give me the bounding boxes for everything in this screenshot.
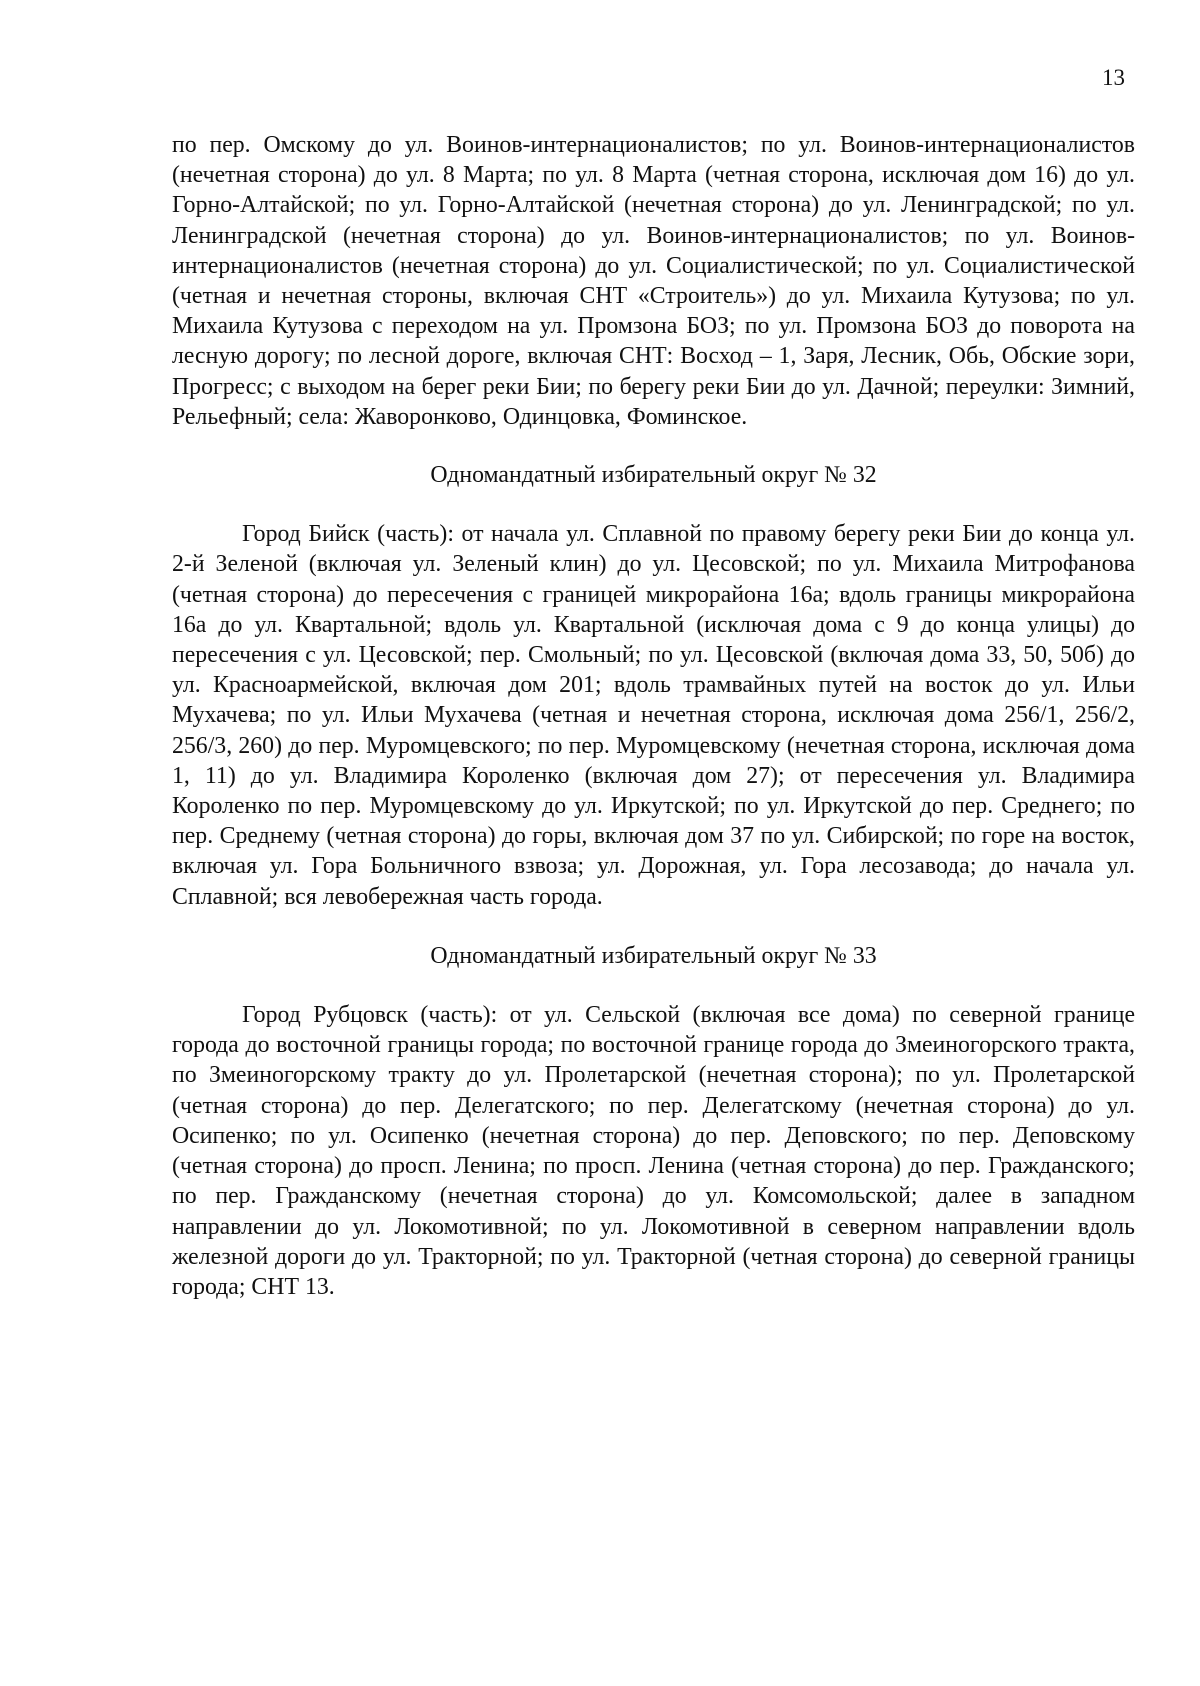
district-33-heading: Одномандатный избирательный округ № 33: [430, 942, 877, 969]
district-32-description: Город Бийск (часть): от начала ул. Сплавной по правому берегу реки Бии до конца ул. 2-й Зеленой (включая ул. Зеленый клин) до ул. Цесовской; по ул. Михаила Митрофанова (четная сторона) до пересечения с границей микрорайона 16а; вдоль границы микрорайона 16а до ул. Квартальной; вдоль ул. Квартальной (исключая дома с 9 до конца улицы) до пересечения с ул. Цесовской; пер. Смольный; по ул. Цесовской (включая дома 33, 50, 50б) до ул. Красноармейской, включая дом 201; вдоль трамвайных путей на восток до ул. Ильи Мухачева; по ул. Ильи Мухачева (четная и нечетная сторона, исключая дома 256/1, 256/2, 256/3, 260) до пер. Муромцевского; по пер. Муромцевскому (нечетная сторона, исключая дома 1, 11) до ул. Владимира Короленко (включая дом 27); от пересечения ул. Владимира Короленко по пер. Муромцевскому до ул. Иркутской; по ул. Иркутской до пер. Среднего; по пер. Среднему (четная сторона) до горы, включая дом 37 по ул. Сибирской; по горе на восток, включая ул. Гора Больничного взвоза; ул. Дорожная, ул. Гора лесозавода; до начала ул. Сплавной; вся левобережная часть города.: [172, 521, 1135, 910]
continuation-paragraph: по пер. Омскому до ул. Воинов-интернационалистов; по ул. Воинов-интернационалистов (нечетная сторона) до ул. 8 Марта; по ул. 8 Марта (четная сторона, исключая дом 16) до ул. Горно-Алтайской; по ул. Горно-Алтайской (нечетная сторона) до ул. Ленинградской; по ул. Ленинградской (нечетная сторона) до ул. Воинов-интернационалистов; по ул. Воинов-интернационалистов (нечетная сторона) до ул. Социалистической; по ул. Социалистической (четная и нечетная стороны, включая СНТ «Строитель») до ул. Михаила Кутузова; по ул. Михаила Кутузова с переходом на ул. Промзона БОЗ; по ул. Промзона БОЗ до поворота на лесную дорогу; по лесной дороге, включая СНТ: Восход – 1, Заря, Лесник, Обь, Обские зори, Прогресс; с выходом на берег реки Бии; по берегу реки Бии до ул. Дачной; переулки: Зимний, Рельефный; села: Жаворонково, Одинцовка, Фоминское.: [172, 132, 1135, 430]
document-body: [172, 130, 1135, 1302]
district-33-description: Город Рубцовск (часть): от ул. Сельской (включая все дома) по северной границе города до восточной границы города; по восточной границе города до Змеиногорского тракта, по Змеиногорскому тракту до ул. Пролетарской (нечетная сторона); по ул. Пролетарской (четная сторона) до пер. Делегатского; по пер. Делегатскому (нечетная сторона) до ул. Осипенко; по ул. Осипенко (нечетная сторона) до пер. Деповского; по пер. Деповскому (четная сторона) до просп. Ленина; по просп. Ленина (четная сторона) до пер. Гражданского; по пер. Гражданскому (нечетная сторона) до ул. Комсомольской; далее в западном направлении до ул. Локомотивной; по ул. Локомотивной в северном направлении вдоль железной дороги до ул. Тракторной; по ул. Тракторной (четная сторона) до северной границы города; СНТ 13.: [172, 1002, 1135, 1300]
page-number: 13: [1102, 65, 1125, 90]
district-32-heading: Одномандатный избирательный округ № 32: [430, 462, 877, 489]
